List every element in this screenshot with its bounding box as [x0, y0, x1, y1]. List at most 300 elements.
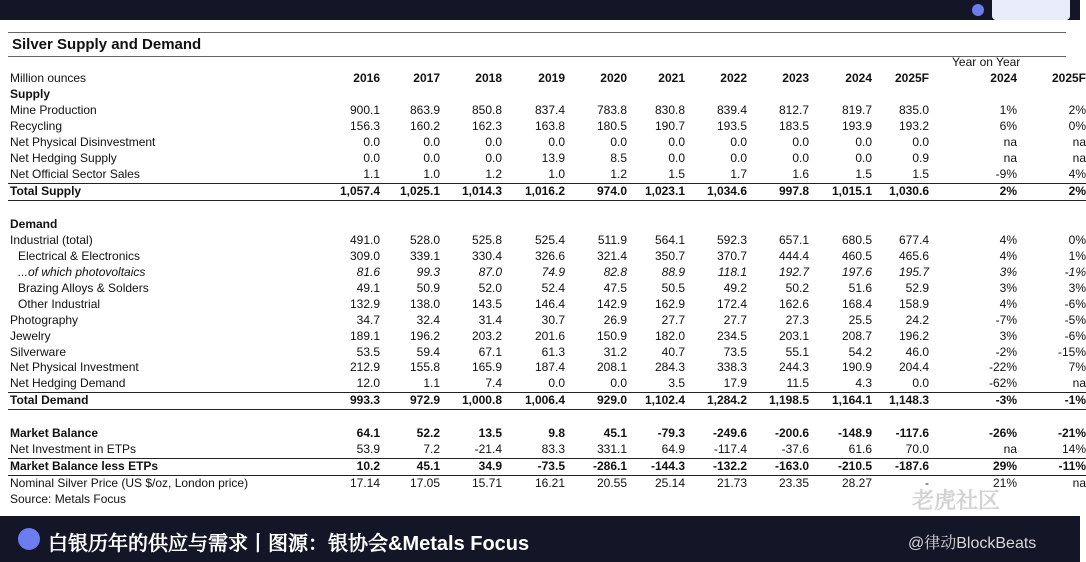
cell-gap [929, 264, 939, 280]
cell-value: 53.5 [356, 344, 380, 359]
cell-gap [929, 87, 939, 103]
row-label: Electrical & Electronics [18, 248, 141, 263]
cell-value: -200.6 [774, 426, 809, 441]
caption-text: 白银历年的供应与需求丨图源：银协会&Metals Focus [48, 533, 530, 555]
top-tab [992, 0, 1070, 20]
cell-value [747, 87, 809, 103]
cell-value: -148.9 [837, 426, 872, 441]
row-label: Source: Metals Focus [10, 492, 127, 507]
cell-gap [929, 376, 939, 392]
cell-value: 1,030.6 [872, 183, 929, 200]
cell-value: 0.0 [548, 376, 565, 391]
cell-value: 1.6 [792, 167, 809, 182]
cell-yoy: 3% [1068, 280, 1086, 295]
cell-value: 1,015.1 [809, 183, 872, 200]
cell-yoy: -3% [939, 392, 1017, 409]
cell-value: 162.6 [778, 296, 809, 311]
cell-value: 61.3 [541, 344, 565, 359]
cell-gap [929, 248, 939, 264]
cell-value [872, 87, 929, 103]
cell-value [685, 87, 747, 103]
cell-gap [929, 151, 939, 167]
cell-value: 309.0 [349, 248, 380, 263]
cell-value [872, 200, 929, 217]
cell-gap [929, 167, 939, 183]
table-row [8, 264, 1086, 280]
row-label: Industrial (total) [10, 232, 93, 247]
caption-bar [0, 516, 1080, 562]
table-row [8, 119, 1086, 135]
cell-value: 1.1 [363, 167, 380, 182]
cell-value: 52.0 [478, 280, 502, 295]
cell-value: 677.4 [898, 232, 929, 247]
cell-value: 197.6 [841, 264, 872, 279]
cell-value: 49.1 [356, 280, 380, 295]
row-label: Net Physical Disinvestment [10, 135, 156, 150]
cell-value: 165.9 [471, 360, 502, 375]
cell-value: 9.8 [548, 426, 565, 441]
cell-value: 863.9 [409, 103, 440, 118]
cell-yoy: na [1072, 135, 1086, 150]
cell-value [565, 492, 627, 508]
cell-value: 0.0 [423, 151, 440, 166]
cell-gap [929, 312, 939, 328]
cell-gap [929, 409, 939, 426]
cell-value: 1,006.4 [502, 392, 565, 409]
cell-value: 0.0 [668, 151, 685, 166]
row-label: Demand [10, 217, 58, 232]
cell-yoy: -1% [1064, 264, 1086, 279]
column-header-2023: 2023 [782, 71, 809, 85]
cell-value: 53.9 [356, 442, 380, 457]
cell-value: 564.1 [654, 232, 685, 247]
cell-value: 0.0 [792, 135, 809, 150]
row-label: Market Balance [10, 426, 99, 441]
cell-yoy: -5% [1064, 312, 1086, 327]
cell-value: 7.2 [423, 442, 440, 457]
cell-value: -187.6 [872, 458, 929, 475]
row-label: Total Supply [8, 183, 308, 200]
row-label: Other Industrial [18, 296, 101, 311]
cell-value: 156.3 [349, 119, 380, 134]
cell-value: 61.6 [848, 442, 872, 457]
cell-value [565, 200, 627, 217]
cell-yoy [1017, 217, 1086, 233]
cell-value: 143.5 [471, 296, 502, 311]
cell-value: 25.5 [848, 312, 872, 327]
cell-value: 1.5 [668, 167, 685, 182]
row-label: Supply [10, 87, 51, 102]
spacer-row [8, 409, 1086, 426]
cell-value: 190.7 [654, 119, 685, 134]
cell-yoy: -15% [1057, 344, 1086, 359]
cell-value: 163.8 [534, 119, 565, 134]
cell-value: 196.2 [409, 328, 440, 343]
cell-value: 30.7 [541, 312, 565, 327]
cell-value: 31.4 [478, 312, 502, 327]
cell-value [380, 87, 440, 103]
cell-value: 59.4 [416, 344, 440, 359]
cell-yoy: -26% [988, 426, 1017, 441]
cell-value: 657.1 [778, 232, 809, 247]
table-row [8, 360, 1086, 376]
table-row [8, 135, 1086, 151]
cell-yoy: 3% [999, 264, 1017, 279]
table-row [8, 328, 1086, 344]
cell-yoy: 4% [999, 296, 1017, 311]
cell-value: 997.8 [747, 183, 809, 200]
table-row [8, 87, 1086, 103]
cell-value: 28.27 [841, 476, 872, 491]
table-row [8, 248, 1086, 264]
cell-value: 13.5 [478, 426, 502, 441]
column-header-2020: 2020 [600, 71, 627, 85]
cell-value: 0.0 [855, 135, 872, 150]
cell-value: 17.05 [409, 476, 440, 491]
cell-value: 525.4 [534, 232, 565, 247]
column-header-2024: 2024 [845, 71, 872, 85]
row-label: Brazing Alloys & Solders [18, 280, 149, 295]
cell-value: 1.0 [548, 167, 565, 182]
cell-value: -163.0 [747, 458, 809, 475]
cell-value: 88.9 [661, 264, 685, 279]
row-label: Silverware [10, 344, 67, 359]
table-row [8, 442, 1086, 458]
table-row [8, 296, 1086, 312]
cell-value: 0.0 [912, 135, 929, 150]
row-label: Net Investment in ETPs [10, 442, 137, 457]
cell-value: 0.0 [912, 376, 929, 391]
cell-value: 73.5 [723, 344, 747, 359]
cell-value: 155.8 [409, 360, 440, 375]
cell-value: 204.4 [898, 360, 929, 375]
cell-value [308, 217, 380, 233]
cell-value: 208.1 [596, 360, 627, 375]
watermark-community: 老虎社区 [912, 488, 1001, 513]
cell-gap [929, 233, 939, 249]
cell-value: 460.5 [841, 248, 872, 263]
cell-value: 1,025.1 [380, 183, 440, 200]
cell-value [872, 217, 929, 233]
cell-value: 183.5 [778, 119, 809, 134]
cell-value [627, 409, 685, 426]
row-label: Net Physical Investment [10, 360, 139, 375]
cell-value: 8.5 [610, 151, 627, 166]
cell-gap [929, 135, 939, 151]
yoy-column-header-2024: 2024 [990, 71, 1017, 85]
cell-yoy [939, 217, 1017, 233]
cell-value: -117.6 [895, 426, 929, 441]
cell-value: 187.4 [534, 360, 565, 375]
row-label [8, 409, 308, 426]
cell-value: 51.6 [848, 280, 872, 295]
cell-value: 32.4 [416, 312, 440, 327]
cell-value: 0.0 [730, 151, 747, 166]
table-row [8, 233, 1086, 249]
cell-yoy: 2% [1017, 183, 1086, 200]
cell-value: 0.9 [912, 151, 929, 166]
cell-value: 7.4 [485, 376, 502, 391]
cell-yoy: na [1072, 376, 1086, 391]
cell-value: 162.9 [654, 296, 685, 311]
cell-yoy: 29% [939, 458, 1017, 475]
cell-value: 67.1 [478, 344, 502, 359]
table-row [8, 392, 1086, 409]
cell-value: 680.5 [841, 232, 872, 247]
cell-value: 158.9 [898, 296, 929, 311]
cell-value: 465.6 [898, 248, 929, 263]
cell-value: 1,014.3 [440, 183, 502, 200]
cell-value: 150.9 [596, 328, 627, 343]
cell-value: 54.2 [848, 344, 872, 359]
cell-value: 21.73 [716, 476, 747, 491]
cell-value [627, 492, 685, 508]
spacer-row [8, 200, 1086, 217]
cell-value: -73.5 [502, 458, 565, 475]
cell-value: 321.4 [596, 248, 627, 263]
cell-value: 0.0 [792, 151, 809, 166]
cell-value [440, 409, 502, 426]
cell-yoy: -22% [988, 360, 1017, 375]
cell-yoy: -7% [995, 312, 1017, 327]
cell-value [380, 409, 440, 426]
cell-value: 993.3 [308, 392, 380, 409]
cell-yoy [939, 200, 1017, 217]
cell-value: 74.9 [541, 264, 565, 279]
cell-value: 99.3 [416, 264, 440, 279]
cell-value: 52.4 [541, 280, 565, 295]
cell-value: 64.9 [661, 442, 685, 457]
cell-value: 138.0 [409, 296, 440, 311]
cell-value: 1,000.8 [440, 392, 502, 409]
cell-value [747, 200, 809, 217]
cell-value [308, 409, 380, 426]
supply-demand-table [8, 87, 1086, 508]
cell-value: 45.1 [603, 426, 627, 441]
cell-value: 1,102.4 [627, 392, 685, 409]
cell-value: 850.8 [471, 103, 502, 118]
cell-value: 26.9 [603, 312, 627, 327]
cell-value: 0.0 [730, 135, 747, 150]
cell-value: 812.7 [778, 103, 809, 118]
cell-value: 244.3 [778, 360, 809, 375]
column-header-2019: 2019 [538, 71, 565, 85]
cell-yoy: -6% [1064, 328, 1086, 343]
yoy-column-header-2025f: 2025F [1051, 71, 1086, 85]
cell-yoy [939, 87, 1017, 103]
column-header-2022: 2022 [720, 71, 747, 85]
row-label: Nominal Silver Price (US $/oz, London price) [10, 476, 249, 491]
cell-value: 13.9 [541, 151, 565, 166]
watermark-blockbeats: @律动BlockBeats [908, 535, 1037, 552]
cell-yoy: 0% [1068, 232, 1086, 247]
cell-value [747, 409, 809, 426]
cell-value: 20.55 [596, 476, 627, 491]
cell-value: 1,284.2 [685, 392, 747, 409]
cell-value: 819.7 [841, 103, 872, 118]
cell-value: -210.5 [809, 458, 872, 475]
cell-value: 196.2 [898, 328, 929, 343]
table-row [8, 280, 1086, 296]
cell-yoy: 3% [999, 328, 1017, 343]
cell-value: 900.1 [349, 103, 380, 118]
cell-value: 189.1 [349, 328, 380, 343]
cell-value [809, 409, 872, 426]
cell-value [565, 87, 627, 103]
cell-yoy [1017, 87, 1086, 103]
cell-value: 4.3 [855, 376, 872, 391]
cell-value [627, 200, 685, 217]
cell-value: 0.0 [363, 135, 380, 150]
cell-yoy: 2% [939, 183, 1017, 200]
cell-value: 192.7 [778, 264, 809, 279]
cell-value [502, 87, 565, 103]
cell-yoy: -1% [1017, 392, 1086, 409]
row-label: Photography [10, 312, 79, 327]
cell-value: 1,198.5 [747, 392, 809, 409]
cell-value [308, 87, 380, 103]
cell-value [685, 409, 747, 426]
cell-yoy: 0% [1068, 119, 1086, 134]
table-panel [8, 32, 1086, 514]
cell-value: 350.7 [654, 248, 685, 263]
cell-value: 491.0 [349, 232, 380, 247]
cell-value: 118.1 [717, 264, 747, 279]
row-label: Net Hedging Supply [10, 151, 117, 166]
cell-yoy: 2% [1068, 103, 1086, 118]
cell-value: 27.7 [723, 312, 747, 327]
cell-value: 45.1 [380, 458, 440, 475]
cell-value: 1,148.3 [872, 392, 929, 409]
cell-value: -79.3 [657, 426, 685, 441]
cell-value [308, 492, 380, 508]
cell-yoy: na [1003, 135, 1017, 150]
cell-value: 1,164.1 [809, 392, 872, 409]
cell-value: 929.0 [565, 392, 627, 409]
cell-value: 1,023.1 [627, 183, 685, 200]
column-header-2016: 2016 [353, 71, 380, 85]
cell-value: 330.4 [471, 248, 502, 263]
cell-value: 193.5 [716, 119, 747, 134]
cell-value: 180.5 [596, 119, 627, 134]
cell-yoy: -21% [1057, 426, 1086, 441]
cell-value: 31.2 [603, 344, 627, 359]
cell-value: 201.6 [534, 328, 565, 343]
cell-value: 1.2 [485, 167, 502, 182]
cell-value: -286.1 [565, 458, 627, 475]
cell-value: 1.2 [610, 167, 627, 182]
cell-gap [929, 280, 939, 296]
cell-yoy: na [1072, 151, 1086, 166]
cell-value: 0.0 [423, 135, 440, 150]
cell-value: 17.14 [349, 476, 380, 491]
cell-value: 162.3 [471, 119, 502, 134]
cell-yoy: 1% [1068, 248, 1086, 263]
row-label: Net Hedging Demand [10, 376, 126, 391]
cell-value: -21.4 [474, 442, 502, 457]
cell-value: 0.0 [363, 151, 380, 166]
cell-value [502, 492, 565, 508]
table-title: Silver Supply and Demand [12, 36, 202, 53]
cell-value: 168.4 [841, 296, 872, 311]
cell-value: 974.0 [565, 183, 627, 200]
row-label: Net Official Sector Sales [10, 167, 140, 182]
cell-value: 46.0 [905, 344, 929, 359]
cell-value: 839.4 [716, 103, 747, 118]
table-row [8, 167, 1086, 183]
table-row [8, 183, 1086, 200]
cell-value: 193.2 [898, 119, 929, 134]
cell-yoy: 1% [999, 103, 1017, 118]
column-header-2018: 2018 [475, 71, 502, 85]
cell-value: 1.5 [912, 167, 929, 182]
cell-value [440, 492, 502, 508]
cell-value: - [925, 476, 929, 491]
cell-value [565, 217, 627, 233]
cell-yoy: -11% [1017, 458, 1086, 475]
column-header-2025f: 2025F [894, 71, 929, 85]
cell-value [502, 217, 565, 233]
table-row [8, 151, 1086, 167]
cell-value: 52.2 [416, 426, 440, 441]
table-row [8, 103, 1086, 119]
table-row [8, 376, 1086, 392]
cell-gap [929, 296, 939, 312]
cell-value: 70.0 [905, 442, 929, 457]
cell-value: 370.7 [716, 248, 747, 263]
cell-value: 1.1 [423, 376, 440, 391]
cell-value: 55.1 [785, 344, 809, 359]
cell-value: 81.6 [356, 264, 380, 279]
cell-gap [929, 458, 939, 475]
cell-yoy: na [1003, 151, 1017, 166]
cell-value [809, 200, 872, 217]
column-header-2017: 2017 [413, 71, 440, 85]
cell-value [440, 217, 502, 233]
cell-value [308, 200, 380, 217]
cell-value: 212.9 [349, 360, 380, 375]
cell-value: 1,057.4 [308, 183, 380, 200]
cell-yoy [1017, 409, 1086, 426]
cell-gap [929, 183, 939, 200]
row-label: Market Balance less ETPs [8, 458, 308, 475]
cell-value: 195.7 [898, 264, 929, 279]
row-label [8, 200, 308, 217]
cell-value: -117.4 [713, 442, 747, 457]
cell-value: 47.5 [603, 280, 627, 295]
cell-value: 160.2 [409, 119, 440, 134]
cell-value: 11.5 [786, 376, 809, 391]
title-rule [8, 56, 1066, 57]
cell-value: 0.0 [610, 135, 627, 150]
cell-value: 27.7 [661, 312, 685, 327]
cell-value: 52.9 [905, 280, 929, 295]
cell-yoy: 14% [1061, 442, 1086, 457]
cell-value [440, 87, 502, 103]
cell-value: 10.2 [308, 458, 380, 475]
top-rule [8, 32, 1066, 33]
cell-value: -132.2 [685, 458, 747, 475]
cell-value: 444.4 [778, 248, 809, 263]
cell-value: 24.2 [905, 312, 929, 327]
cell-yoy: 7% [1068, 360, 1086, 375]
cell-value [685, 200, 747, 217]
cell-value [565, 409, 627, 426]
cell-gap [929, 392, 939, 409]
cell-value: 64.1 [356, 426, 380, 441]
caption-dot-icon [18, 528, 40, 550]
cell-value: 23.35 [778, 476, 809, 491]
